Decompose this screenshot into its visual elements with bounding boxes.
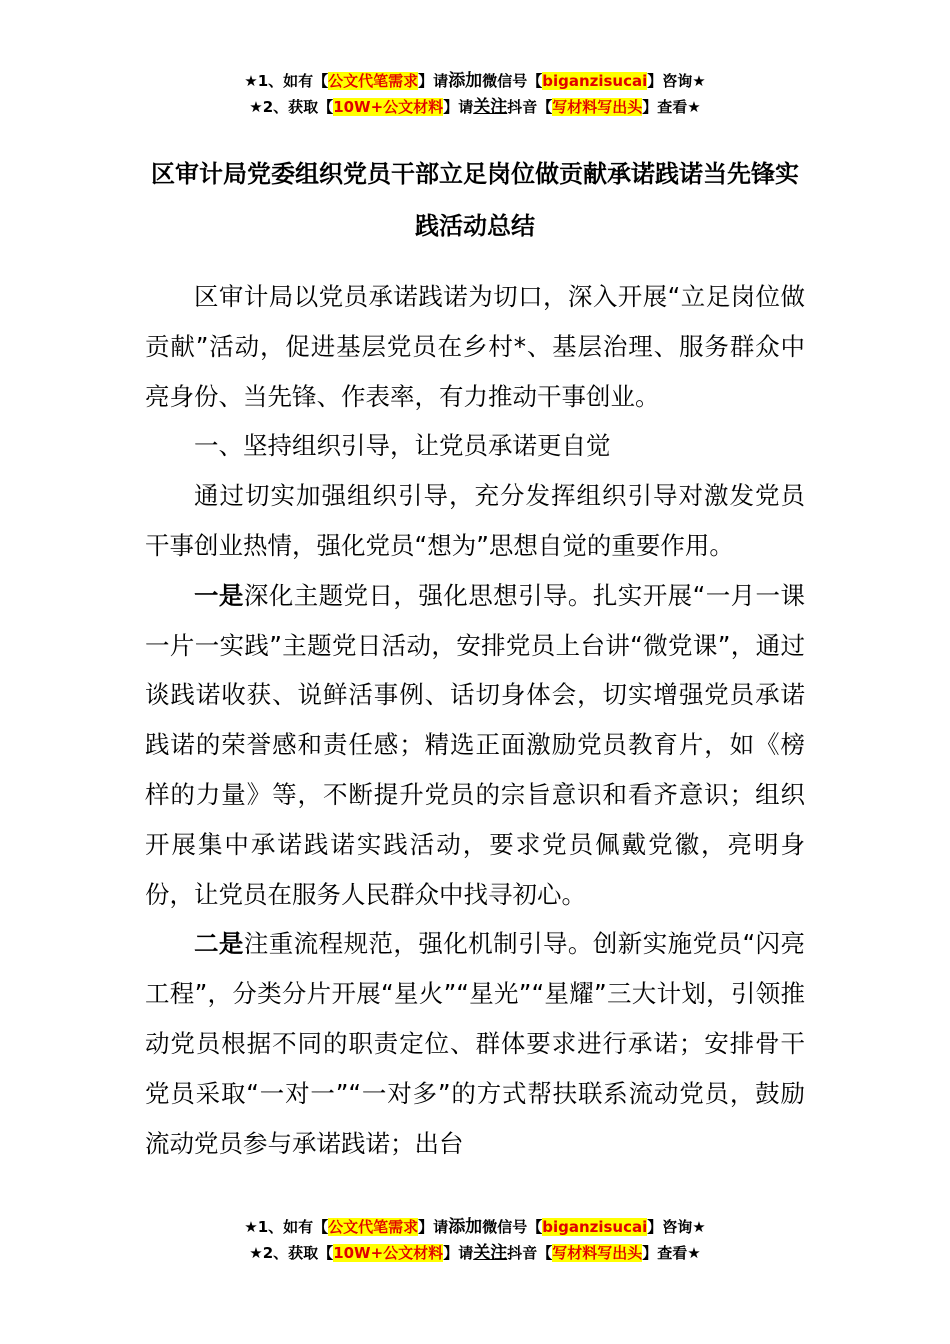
section-paragraph: 通过切实加强组织引导，充分发挥组织引导对激发党员干事创业热情，强化党员“想为”思想自觉的重要作用。 [145,481,805,560]
banner-text: 】请 [443,1244,474,1262]
banner-text: ★1、如有【 [244,1218,329,1236]
banner-text: 】请 [443,98,474,116]
banner-text: ★2、获取【 [249,1244,334,1262]
point-paragraph-1 [145,571,805,920]
banner-emphasis: 添加 [448,71,483,91]
banner-highlight: 10W+公文材料 [333,98,444,116]
banner-text: 】查看★ [642,98,701,116]
banner-line-2 [0,94,950,120]
banner-text: 】咨询★ [647,72,706,90]
point-paragraph-2 [145,919,805,1168]
point-lead: 一是 [194,580,244,610]
banner-emphasis: 添加 [448,1217,483,1237]
document-title: 区审计局党委组织党员干部立足岗位做贡献承诺践诺当先锋实践活动总结 [151,160,799,240]
point-text: 深化主题党日，强化思想引导。扎实开展“一月一课一片一实践”主题党日活动，安排党员上台讲“微党课”，通过谈践诺收获、说鲜活事例、话切身体会，切实增强党员承诺践诺的荣誉感和责任感；精选正面激励党员教育片，如《榜样的力量》等，不断提升党员的宗旨意识和看齐意识；组织开展集中承诺践诺实践活动，要求党员佩戴党徽，亮明身份，让党员在服务人民群众中找寻初心。 [145,580,805,909]
document-body [145,272,805,1168]
banner-emphasis: 关注 [473,1243,508,1263]
banner-text: ★2、获取【 [249,98,334,116]
banner-text: 】请 [418,1218,449,1236]
banner-highlight: 10W+公文材料 [333,1244,444,1262]
footer-banner [0,1214,950,1266]
point-text: 注重流程规范，强化机制引导。创新实施党员“闪亮工程”，分类分片开展“星火”“星光”“星耀”三大计划，引领推动党员根据不同的职责定位、群体要求进行承诺；安排骨干党员采取“一对一”“一对多”的方式帮扶联系流动党员，鼓励流动党员参与承诺践诺；出台 [145,929,805,1158]
banner-douyin-id: 写材料写出头 [552,1244,643,1262]
section-heading: 一、坚持组织引导，让党员承诺更自觉 [194,431,611,461]
banner-text: 抖音【 [507,1244,553,1262]
point-lead: 二是 [194,929,244,959]
header-banner [0,68,950,120]
banner-highlight: 公文代笔需求 [328,72,419,90]
banner-highlight: 公文代笔需求 [328,1218,419,1236]
banner-line-1 [0,68,950,94]
banner-text: 】咨询★ [647,1218,706,1236]
banner-wechat-id: biganzisucai [542,72,648,90]
banner-text: 微信号【 [482,72,543,90]
banner-text: 】查看★ [642,1244,701,1262]
banner-text: ★1、如有【 [244,72,329,90]
banner-text: 】请 [418,72,449,90]
banner-wechat-id: biganzisucai [542,1218,648,1236]
banner-text: 微信号【 [482,1218,543,1236]
banner-emphasis: 关注 [473,97,508,117]
banner-text: 抖音【 [507,98,553,116]
intro-paragraph: 区审计局以党员承诺践诺为切口，深入开展“立足岗位做贡献”活动，促进基层党员在乡村*、基层治理、服务群众中亮身份、当先锋、作表率，有力推动干事创业。 [145,282,805,411]
banner-line-2 [0,1240,950,1266]
banner-line-1 [0,1214,950,1240]
banner-douyin-id: 写材料写出头 [552,98,643,116]
